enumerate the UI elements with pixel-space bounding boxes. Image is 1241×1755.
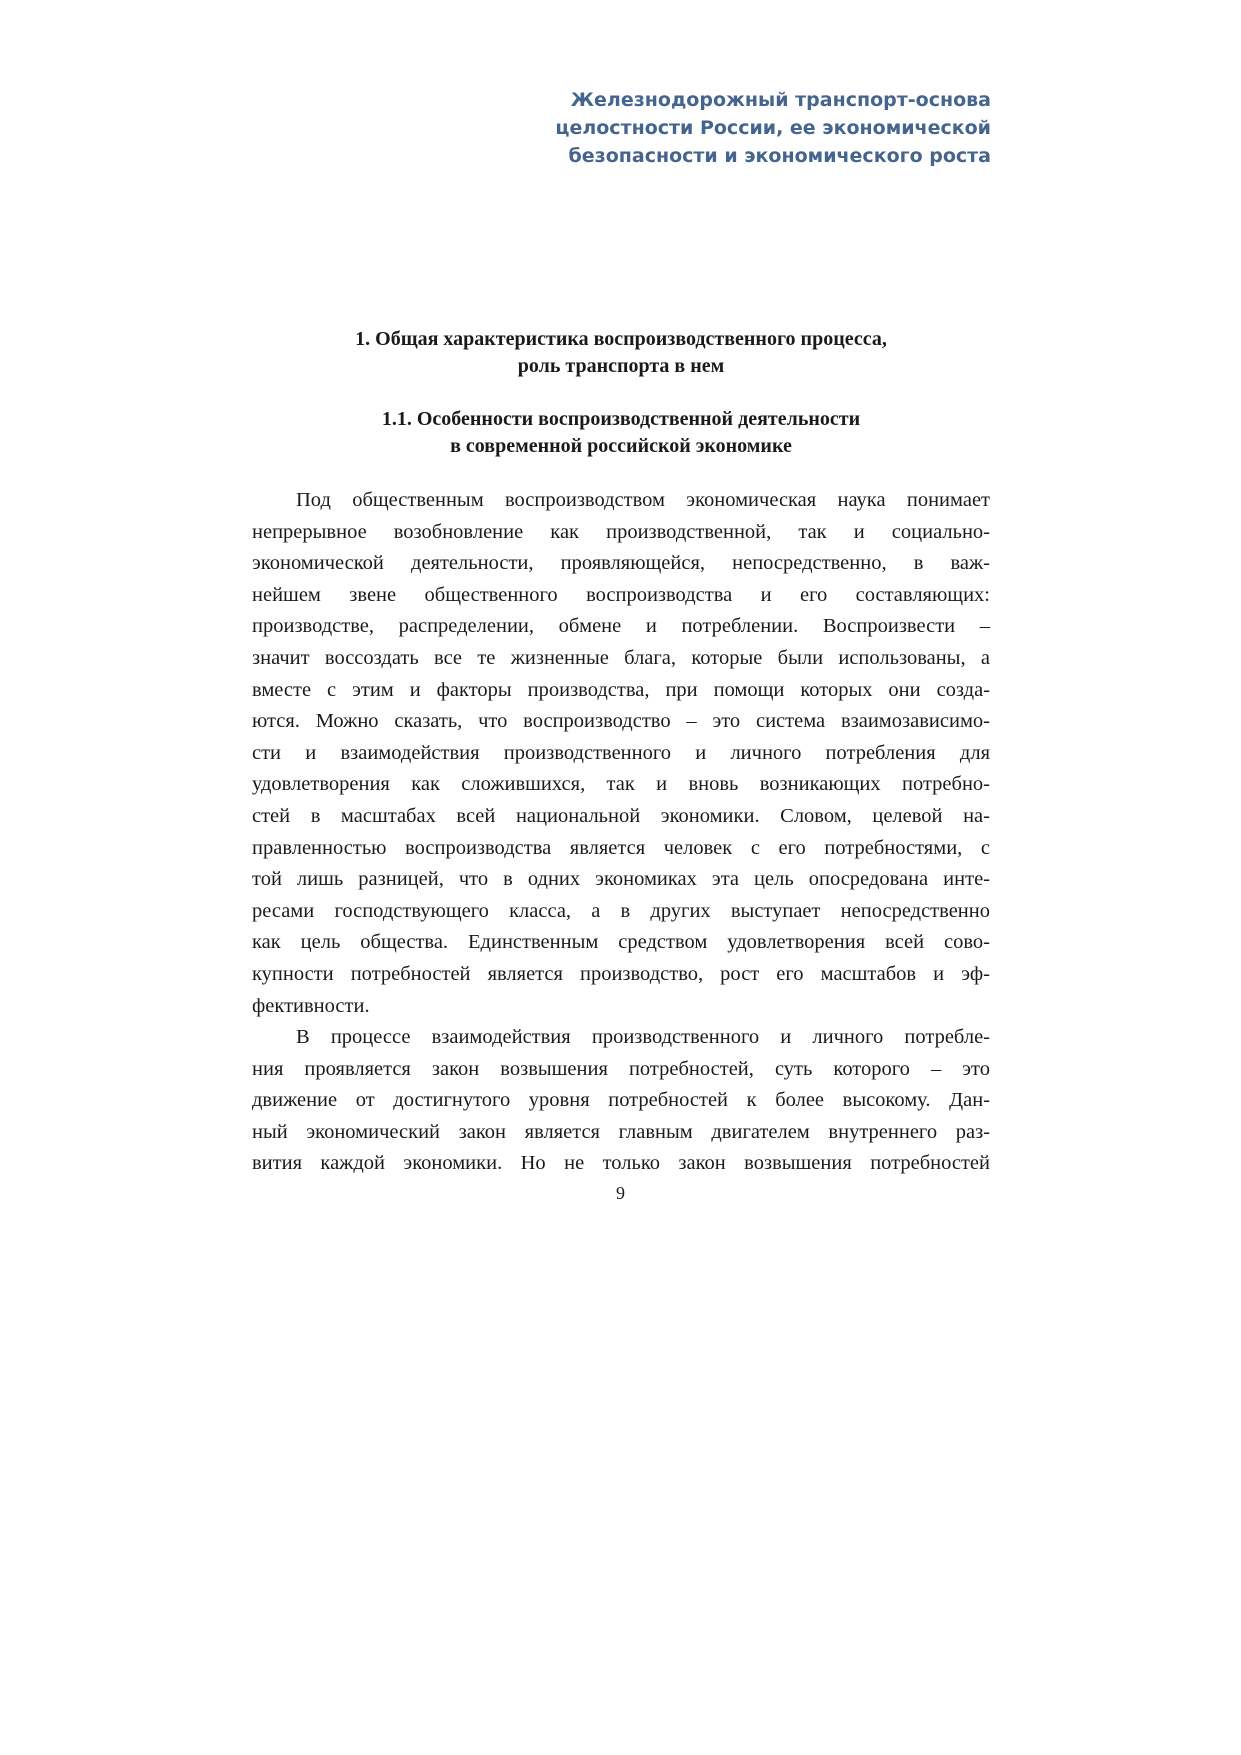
text-line: непрерывное возобновление как производственной, так и социально-	[252, 520, 990, 543]
text-line: ются. Можно сказать, что воспроизводство – это система взаимозависимо-	[252, 710, 990, 733]
body-text	[252, 485, 990, 1180]
text-line: купности потребностей является производство, рост его масштабов и эф-	[252, 962, 990, 985]
section-title-line: 1.1. Особенности воспроизводственной деятельности	[381, 408, 861, 430]
text-line: Под общественным воспроизводством экономическая наука понимает	[296, 489, 990, 511]
running-header-line: Железнодорожный транспорт-основа	[570, 89, 991, 111]
text-line: экономической деятельности, проявляющейся, непосредственно, в важ-	[252, 552, 990, 575]
text-line: вместе с этим и факторы производства, при помощи которых они созда-	[252, 678, 990, 701]
text-line: значит воссоздать все те жизненные блага, которые были использованы, а	[252, 646, 990, 669]
text-line: движение от достигнутого уровня потребностей к более высокому. Дан-	[252, 1089, 990, 1112]
page-content	[252, 326, 990, 1180]
text-line: сти и взаимодействия производственного и личного потребления для	[252, 741, 990, 764]
text-line: правленностью воспроизводства является человек с его потребностями, с	[252, 836, 990, 859]
text-line: удовлетворения как сложившихся, так и вновь возникающих потребно-	[252, 773, 990, 796]
chapter-title-line: роль транспорта в нем	[517, 355, 725, 377]
section-title	[252, 406, 990, 460]
chapter-title-line: 1. Общая характеристика воспроизводственного процесса,	[355, 328, 887, 350]
text-line: ный экономический закон является главным двигателем внутреннего раз-	[252, 1120, 990, 1143]
text-line: ресами господствующего класса, а в других выступает непосредственно	[252, 899, 990, 922]
paragraph	[252, 1022, 990, 1180]
chapter-title	[252, 326, 990, 380]
text-line: производстве, распределении, обмене и потреблении. Воспроизвести –	[252, 615, 990, 638]
text-line: вития каждой экономики. Но не только закон возвышения потребностей	[252, 1152, 990, 1175]
text-line: ния проявляется закон возвышения потребностей, суть которого – это	[252, 1057, 990, 1080]
text-line: фективности.	[252, 994, 370, 1017]
text-line: как цель общества. Единственным средством удовлетворения всей сово-	[252, 931, 990, 954]
paragraph	[252, 485, 990, 1022]
section-title-line: в современной российской экономике	[450, 435, 792, 457]
text-line: В процессе взаимодействия производственного и личного потребле-	[296, 1026, 990, 1049]
text-line: нейшем звене общественного воспроизводства и его составляющих:	[252, 583, 990, 606]
page-number: 9	[616, 1183, 625, 1203]
text-line: той лишь разницей, что в одних экономиках эта цель опосредована инте-	[252, 868, 990, 891]
running-header-line: безопасности и экономического роста	[568, 145, 991, 167]
running-header	[391, 86, 991, 170]
text-line: стей в масштабах всей национальной экономики. Словом, целевой на-	[252, 804, 990, 827]
running-header-line: целостности России, ее экономической	[555, 117, 991, 139]
